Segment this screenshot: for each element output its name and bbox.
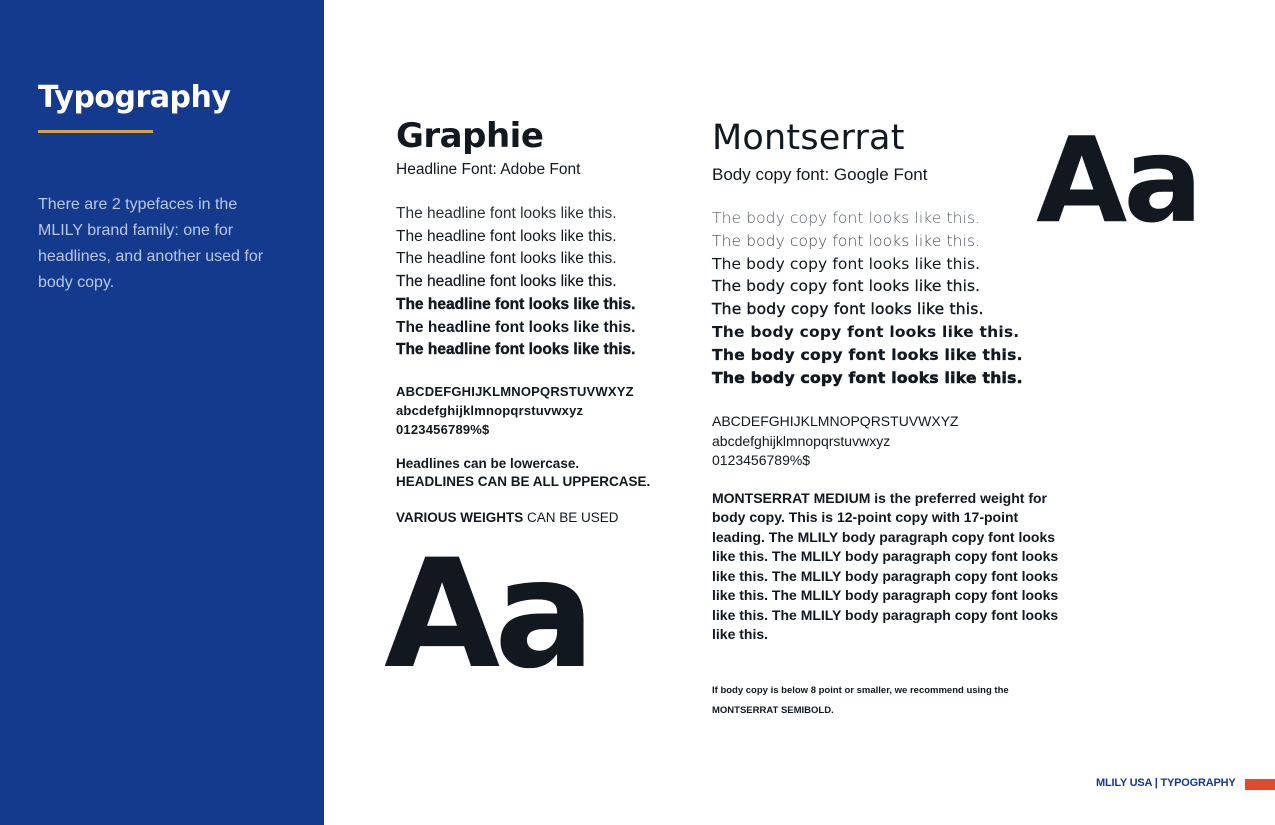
graphie-note-uppercase: HEADLINES CAN BE ALL UPPERCASE. bbox=[396, 473, 651, 489]
montserrat-column bbox=[712, 118, 1072, 721]
graphie-weights-rest: CAN BE USED bbox=[523, 509, 619, 525]
graphie-font-name: Graphie bbox=[396, 116, 544, 156]
sidebar-description: There are 2 typefaces in the MLILY brand family: one for headlines, and another used for body copy. bbox=[38, 196, 264, 291]
montserrat-subtitle: Body copy font: Google Font bbox=[712, 165, 928, 184]
montserrat-uppercase: ABCDEFGHIJKLMNOPQRSTUVWXYZ bbox=[712, 413, 959, 430]
graphie-sample-line: The headline font looks like this. bbox=[396, 250, 617, 268]
montserrat-weight-samples bbox=[712, 207, 1072, 389]
graphie-subtitle: Headline Font: Adobe Font bbox=[396, 161, 581, 178]
montserrat-specimen: Aa bbox=[1036, 111, 1199, 249]
montserrat-character-set bbox=[712, 412, 1072, 471]
graphie-column bbox=[396, 115, 696, 527]
graphie-weights-bold: VARIOUS WEIGHTS bbox=[396, 509, 524, 525]
title-underline bbox=[38, 130, 153, 133]
footer-label: MLILY USA | TYPOGRAPHY bbox=[1096, 777, 1236, 789]
graphie-sample-line: The headline font looks like this. bbox=[396, 295, 636, 313]
graphie-specimen: Aa bbox=[384, 528, 590, 702]
graphie-note-lowercase: Headlines can be lowercase. bbox=[396, 455, 580, 471]
sidebar-panel bbox=[0, 0, 324, 825]
montserrat-sample-line: The body copy font looks like this. bbox=[712, 300, 984, 319]
montserrat-sample-line: The body copy font looks like this. bbox=[712, 231, 981, 250]
graphie-numerals: 0123456789%$ bbox=[396, 421, 490, 437]
montserrat-numerals: 0123456789%$ bbox=[712, 452, 811, 469]
montserrat-sample-line: The body copy font looks like this. bbox=[712, 345, 1023, 364]
graphie-lowercase: abcdefghijklmnopqrstuvwxyz bbox=[396, 402, 584, 418]
graphie-weights-note bbox=[396, 509, 696, 527]
graphie-sample-line: The headline font looks like this. bbox=[396, 341, 636, 359]
montserrat-sample-line: The body copy font looks like this. bbox=[712, 368, 1023, 387]
montserrat-lowercase: abcdefghijklmnopqrstuvwxyz bbox=[712, 432, 891, 449]
montserrat-body-paragraph: MONTSERRAT MEDIUM is the preferred weight for body copy. This is 12-point copy with 17-point leading. The MLILY body paragraph copy font looks like this. The MLILY body paragraph copy font looks like this. The MLILY body paragraph copy font looks like this. The MLILY body paragraph copy font looks like this. The MLILY body paragraph copy font looks like this. bbox=[712, 489, 1059, 643]
montserrat-sample-line: The body copy font looks like this. bbox=[712, 277, 981, 296]
montserrat-font-name: Montserrat bbox=[712, 118, 905, 158]
graphie-character-set bbox=[396, 382, 696, 439]
graphie-sample-line: The headline font looks like this. bbox=[396, 205, 617, 222]
montserrat-sample-line: The body copy font looks like this. bbox=[712, 209, 981, 227]
graphie-weight-samples bbox=[396, 203, 696, 362]
graphie-sample-line: The headline font looks like this. bbox=[396, 318, 636, 336]
montserrat-sample-line: The body copy font looks like this. bbox=[712, 254, 981, 273]
footer-accent-block bbox=[1245, 779, 1275, 790]
graphie-sample-line: The headline font looks like this. bbox=[396, 227, 617, 245]
graphie-sample-line: The headline font looks like this. bbox=[396, 273, 617, 291]
graphie-case-notes bbox=[396, 455, 696, 491]
graphie-uppercase: ABCDEFGHIJKLMNOPQRSTUVWXYZ bbox=[396, 383, 634, 399]
page-title: Typography bbox=[38, 80, 231, 115]
montserrat-sample-line: The body copy font looks like this. bbox=[712, 322, 1020, 341]
montserrat-small-note: If body copy is below 8 point or smaller, we recommend using the MONTSERRAT SEMIBOLD. bbox=[712, 684, 1009, 716]
